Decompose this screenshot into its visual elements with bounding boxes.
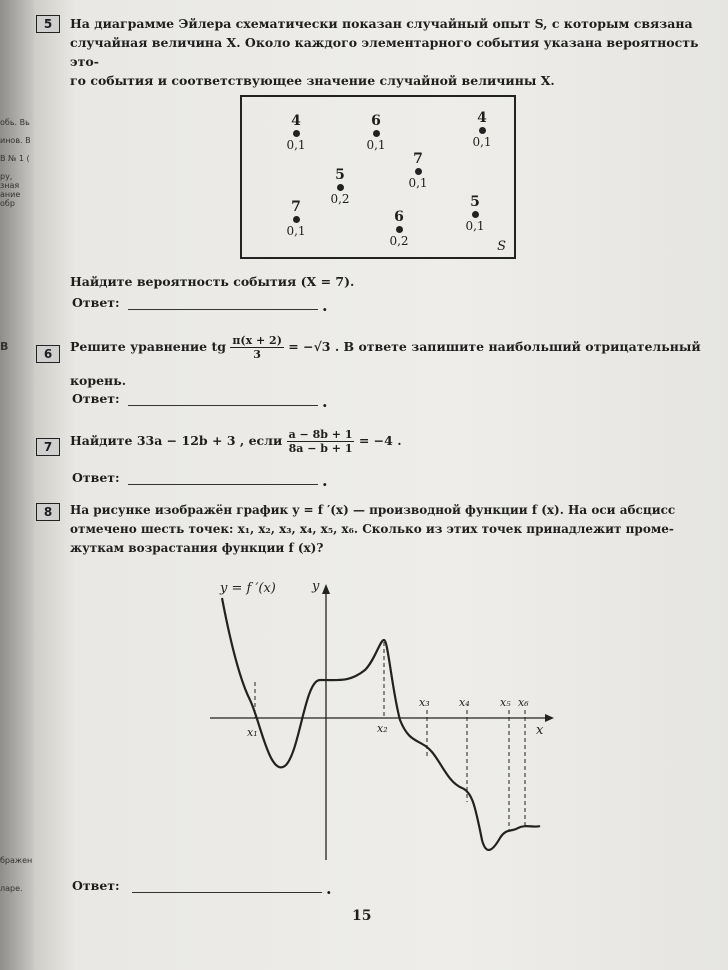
point-label-x5: x₅ <box>500 696 511 709</box>
edge-fragment: бражен <box>0 856 33 865</box>
answer-dot: . <box>322 296 328 315</box>
task-8-text <box>70 501 675 558</box>
answer-label: Ответ: <box>72 470 120 485</box>
derivative-graph <box>200 570 560 870</box>
task-6-text <box>70 334 701 361</box>
point-label-x2: x₂ <box>377 722 388 735</box>
edge-fragment: ру, зная <box>0 172 20 190</box>
elementary-event: 5 0,2 <box>330 167 350 206</box>
point-label-x3: x₃ <box>419 696 430 709</box>
fraction-numerator: a − 8b + 1 <box>288 428 353 441</box>
answer-field-5[interactable] <box>128 297 318 310</box>
graph-function-label: y = f ′(x) <box>220 581 276 596</box>
task-7-fraction <box>287 428 355 455</box>
sample-space-label: S <box>497 239 506 254</box>
task-number-7: 7 <box>36 438 60 456</box>
answer-label: Ответ: <box>72 878 120 893</box>
elementary-event: 6 0,1 <box>366 113 386 152</box>
answer-dot: . <box>322 392 328 411</box>
edge-fragment: инов. В <box>0 136 31 145</box>
elementary-event: 6 0,2 <box>389 209 409 248</box>
task-8-line: жуткам возрастания функции f (x)? <box>70 541 324 555</box>
fraction-denominator: 8a − b + 1 <box>288 442 353 455</box>
edge-fragment: обь. Вь <box>0 118 30 127</box>
answer-dot: . <box>326 879 332 898</box>
point-label-x6: x₆ <box>518 696 529 709</box>
task-number-6: 6 <box>36 345 60 363</box>
point-label-x4: x₄ <box>459 696 470 709</box>
task-5-line: случайная величина X. Около каждого элементарного события указана вероятность это- <box>70 35 699 69</box>
task-6-prefix: Решите уравнение tg <box>70 339 226 354</box>
answer-field-7[interactable] <box>128 472 318 485</box>
answer-label: Ответ: <box>72 295 120 310</box>
x-axis-label: x <box>536 723 544 738</box>
answer-label: Ответ: <box>72 391 120 406</box>
elementary-event: 4 0,1 <box>286 113 306 152</box>
answer-field-8[interactable] <box>132 880 322 893</box>
page-number: 15 <box>352 908 372 924</box>
task-6-rhs: = −√3 . В ответе запишите наибольший отрицательный <box>288 339 701 354</box>
fraction-numerator: π(x + 2) <box>232 334 282 347</box>
task-7-rhs: = −4 . <box>358 433 402 448</box>
answer-field-6[interactable] <box>128 393 318 406</box>
answer-dot: . <box>322 471 328 490</box>
adjacent-page-edge <box>0 0 34 970</box>
y-axis-arrow <box>322 584 330 594</box>
x-axis-arrow <box>545 714 554 722</box>
task-8-line: На рисунке изображён график y = f ′(x) — производной функции f (x). На оси абсцисс <box>70 503 676 517</box>
edge-fragment: В <box>0 340 9 353</box>
task-number-5: 5 <box>36 15 60 33</box>
elementary-event: 4 0,1 <box>472 110 492 149</box>
elementary-event: 5 0,1 <box>465 194 485 233</box>
task-6-fraction <box>230 334 284 361</box>
fraction-denominator: 3 <box>253 348 261 361</box>
edge-fragment: ларе. <box>0 884 23 893</box>
edge-fragment: ание обр <box>0 190 21 208</box>
task-5-line: На диаграмме Эйлера схематически показан случайный опыт S, с которым связана <box>70 16 693 31</box>
elementary-event: 7 0,1 <box>286 199 306 238</box>
elementary-event: 7 0,1 <box>408 151 428 190</box>
task-5-text <box>70 14 728 90</box>
task-5-line: го события и соответствующее значение случайной величины X. <box>70 73 555 88</box>
task-6-line2: корень. <box>70 373 127 388</box>
y-axis-label: y <box>312 579 320 594</box>
euler-diagram <box>240 95 516 259</box>
edge-fragment: В № 1 ( <box>0 154 30 163</box>
task-7-text <box>70 428 402 455</box>
task-5-question: Найдите вероятность события (X = 7). <box>70 274 355 289</box>
task-8-line: отмечено шесть точек: x₁, x₂, x₃, x₄, x₅, x₆. Сколько из этих точек принадлежит проме- <box>70 522 674 536</box>
point-label-x1: x₁ <box>247 726 258 739</box>
task-7-prefix: Найдите 33a − 12b + 3 , если <box>70 433 283 448</box>
task-number-8: 8 <box>36 503 60 521</box>
